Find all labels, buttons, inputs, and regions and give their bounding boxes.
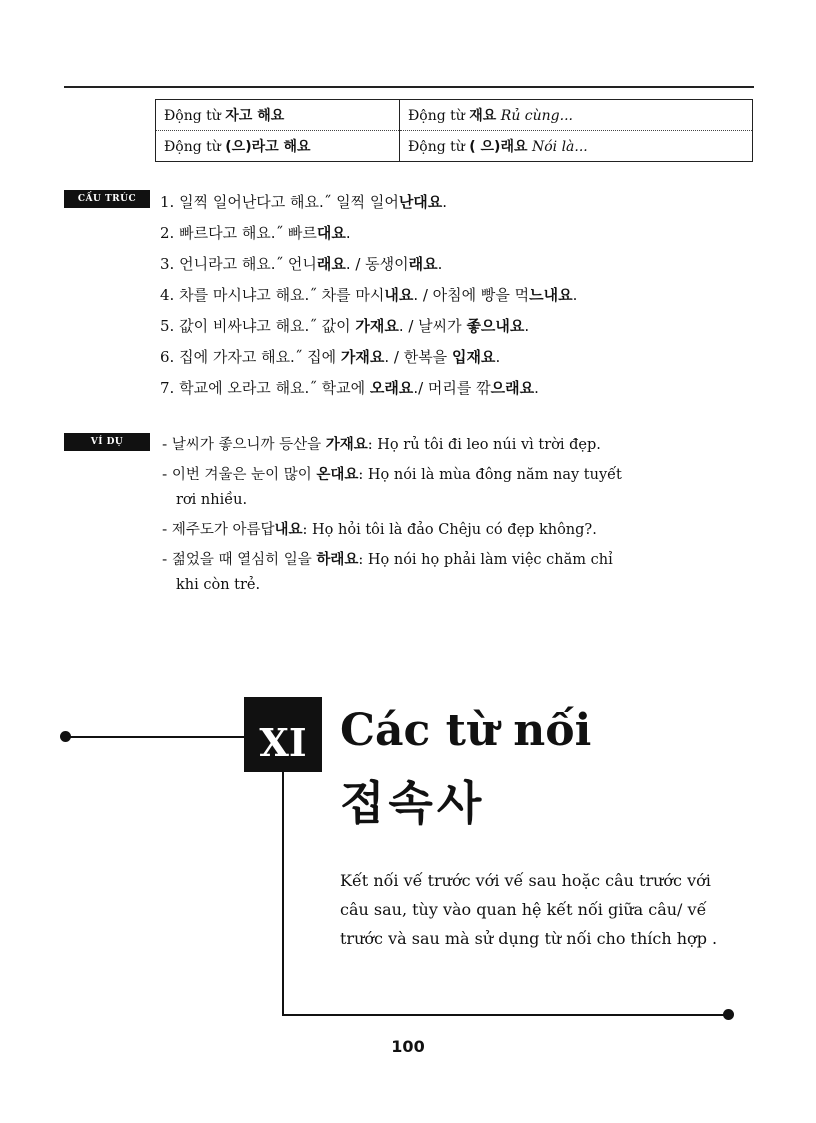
example-item — [162, 463, 752, 513]
chapter-title: Các từ nối — [340, 705, 592, 756]
example-item — [162, 518, 752, 543]
line-text: 값이 비싸냐고 해요.˝ 값이 — [179, 317, 356, 335]
line-text: 일찍 일어난다고 해요.˝ 일찍 일어 — [179, 193, 399, 211]
table-cell — [156, 100, 400, 131]
line-bold: 오래요 — [369, 379, 414, 397]
structure-line — [160, 252, 760, 283]
example-korean: - 이번 겨울은 눈이 많이 — [162, 467, 317, 483]
line-text-2: ./ 머리를 깎 — [413, 379, 491, 397]
line-text-2: . / 동생이 — [345, 255, 409, 273]
example-bold: 온대요 — [316, 467, 359, 483]
line-bold-2: 으래요 — [490, 379, 535, 397]
line-number: 2. — [160, 224, 175, 242]
example-translation: Họ hỏi tôi là đảo Chêju có đẹp không?. — [307, 522, 597, 538]
example-colon: : — [367, 437, 373, 453]
cell-prefix: Động từ — [164, 108, 221, 124]
structure-line — [160, 283, 760, 314]
line-number: 4. — [160, 286, 175, 304]
cell-korean: (으)라고 해요 — [225, 139, 311, 155]
line-number: 6. — [160, 348, 175, 366]
reference-table — [155, 99, 753, 162]
example-bold: 하래요 — [316, 552, 359, 568]
line-end: . — [442, 193, 448, 211]
chapter-subtitle: 접속사 — [340, 776, 486, 830]
example-bold: 가재요 — [325, 437, 368, 453]
line-text: 학교에 오라고 해요.˝ 학교에 — [179, 379, 370, 397]
example-colon: : — [358, 552, 364, 568]
structure-line — [160, 190, 760, 221]
line-bold: 대요 — [316, 224, 346, 242]
line-text: 차를 마시냐고 해요.˝ 차를 마시 — [179, 286, 385, 304]
line-end: . — [495, 348, 501, 366]
line-text: 언니라고 해요.˝ 언니 — [179, 255, 317, 273]
line-text-2: . / 한복을 — [384, 348, 452, 366]
line-bold-2: 느내요 — [529, 286, 573, 304]
line-end: . — [572, 286, 578, 304]
structure-line — [160, 376, 760, 407]
examples-tag: VÍ DỤ — [64, 433, 150, 451]
example-korean: - 제주도가 아름답 — [162, 522, 275, 538]
line-bold: 난대요 — [398, 193, 443, 211]
chapter-line-vertical — [282, 770, 284, 1016]
structure-line — [160, 314, 760, 345]
page-number: 100 — [391, 1037, 425, 1056]
example-item — [162, 548, 752, 598]
cell-korean: 재요 — [469, 108, 497, 124]
cell-note: Nói là... — [531, 139, 588, 155]
structure-list — [160, 190, 760, 407]
examples-list — [162, 433, 752, 603]
cell-prefix: Động từ — [408, 108, 465, 124]
example-colon: : — [358, 467, 364, 483]
cell-note: Rủ cùng... — [500, 108, 573, 124]
table-cell — [400, 131, 753, 162]
example-colon: : — [302, 522, 308, 538]
line-end: . — [524, 317, 530, 335]
example-translation: Họ nói là mùa đông năm nay tuyết — [363, 467, 622, 483]
table-row — [156, 131, 753, 162]
line-number: 5. — [160, 317, 175, 335]
cell-korean: ( 으)래요 — [469, 139, 528, 155]
table-cell — [156, 131, 400, 162]
chapter-line-left — [66, 736, 244, 738]
line-text: 집에 가자고 해요.˝ 집에 — [179, 348, 341, 366]
line-text-2: . / 날씨가 — [398, 317, 467, 335]
line-number: 3. — [160, 255, 175, 273]
chapter-number: XI — [244, 697, 322, 772]
chapter-description: Kết nối vế trước với vế sau hoặc câu trước với câu sau, tùy vào quan hệ kết nối giữa câu/ vế trước và sau mà sử dụng từ nối cho thích hợp . — [340, 871, 718, 948]
line-end: . — [534, 379, 539, 397]
cell-prefix: Động từ — [164, 139, 221, 155]
line-text: 빠르다고 해요.˝ 빠르 — [179, 224, 317, 242]
example-korean: - 젊었을 때 열심히 일을 — [162, 552, 317, 568]
structure-line — [160, 221, 760, 252]
line-end: . — [345, 224, 351, 242]
line-bold-2: 입재요 — [451, 348, 496, 366]
line-bold: 내요 — [384, 286, 414, 304]
line-text-2: . / 아침에 빵을 먹 — [413, 286, 530, 304]
example-translation-cont: rơi nhiều. — [176, 492, 248, 508]
line-end: . — [437, 255, 443, 273]
example-bold: 내요 — [274, 522, 303, 538]
example-korean: - 날씨가 좋으니까 등산을 — [162, 437, 326, 453]
top-rule — [64, 86, 754, 88]
example-item — [162, 433, 752, 458]
structure-tag: CẤU TRÚC — [64, 190, 150, 208]
example-translation: Họ nói họ phải làm việc chăm chỉ — [363, 552, 613, 568]
cell-korean: 자고 해요 — [225, 108, 285, 124]
line-number: 7. — [160, 379, 175, 397]
cell-prefix: Động từ — [408, 139, 465, 155]
line-bold-2: 래요 — [408, 255, 438, 273]
example-translation-cont: khi còn trẻ. — [176, 577, 261, 593]
table-cell — [400, 100, 753, 131]
line-number: 1. — [160, 193, 175, 211]
line-bold-2: 좋으내요 — [466, 317, 525, 335]
line-bold: 래요 — [316, 255, 346, 273]
example-translation: Họ rủ tôi đi leo núi vì trời đẹp. — [372, 437, 601, 453]
chapter-line-bottom — [282, 1014, 728, 1016]
table-row — [156, 100, 753, 131]
line-bold: 가재요 — [340, 348, 385, 366]
line-bold: 가재요 — [355, 317, 399, 335]
structure-line — [160, 345, 760, 376]
chapter-dot-right — [723, 1009, 734, 1020]
